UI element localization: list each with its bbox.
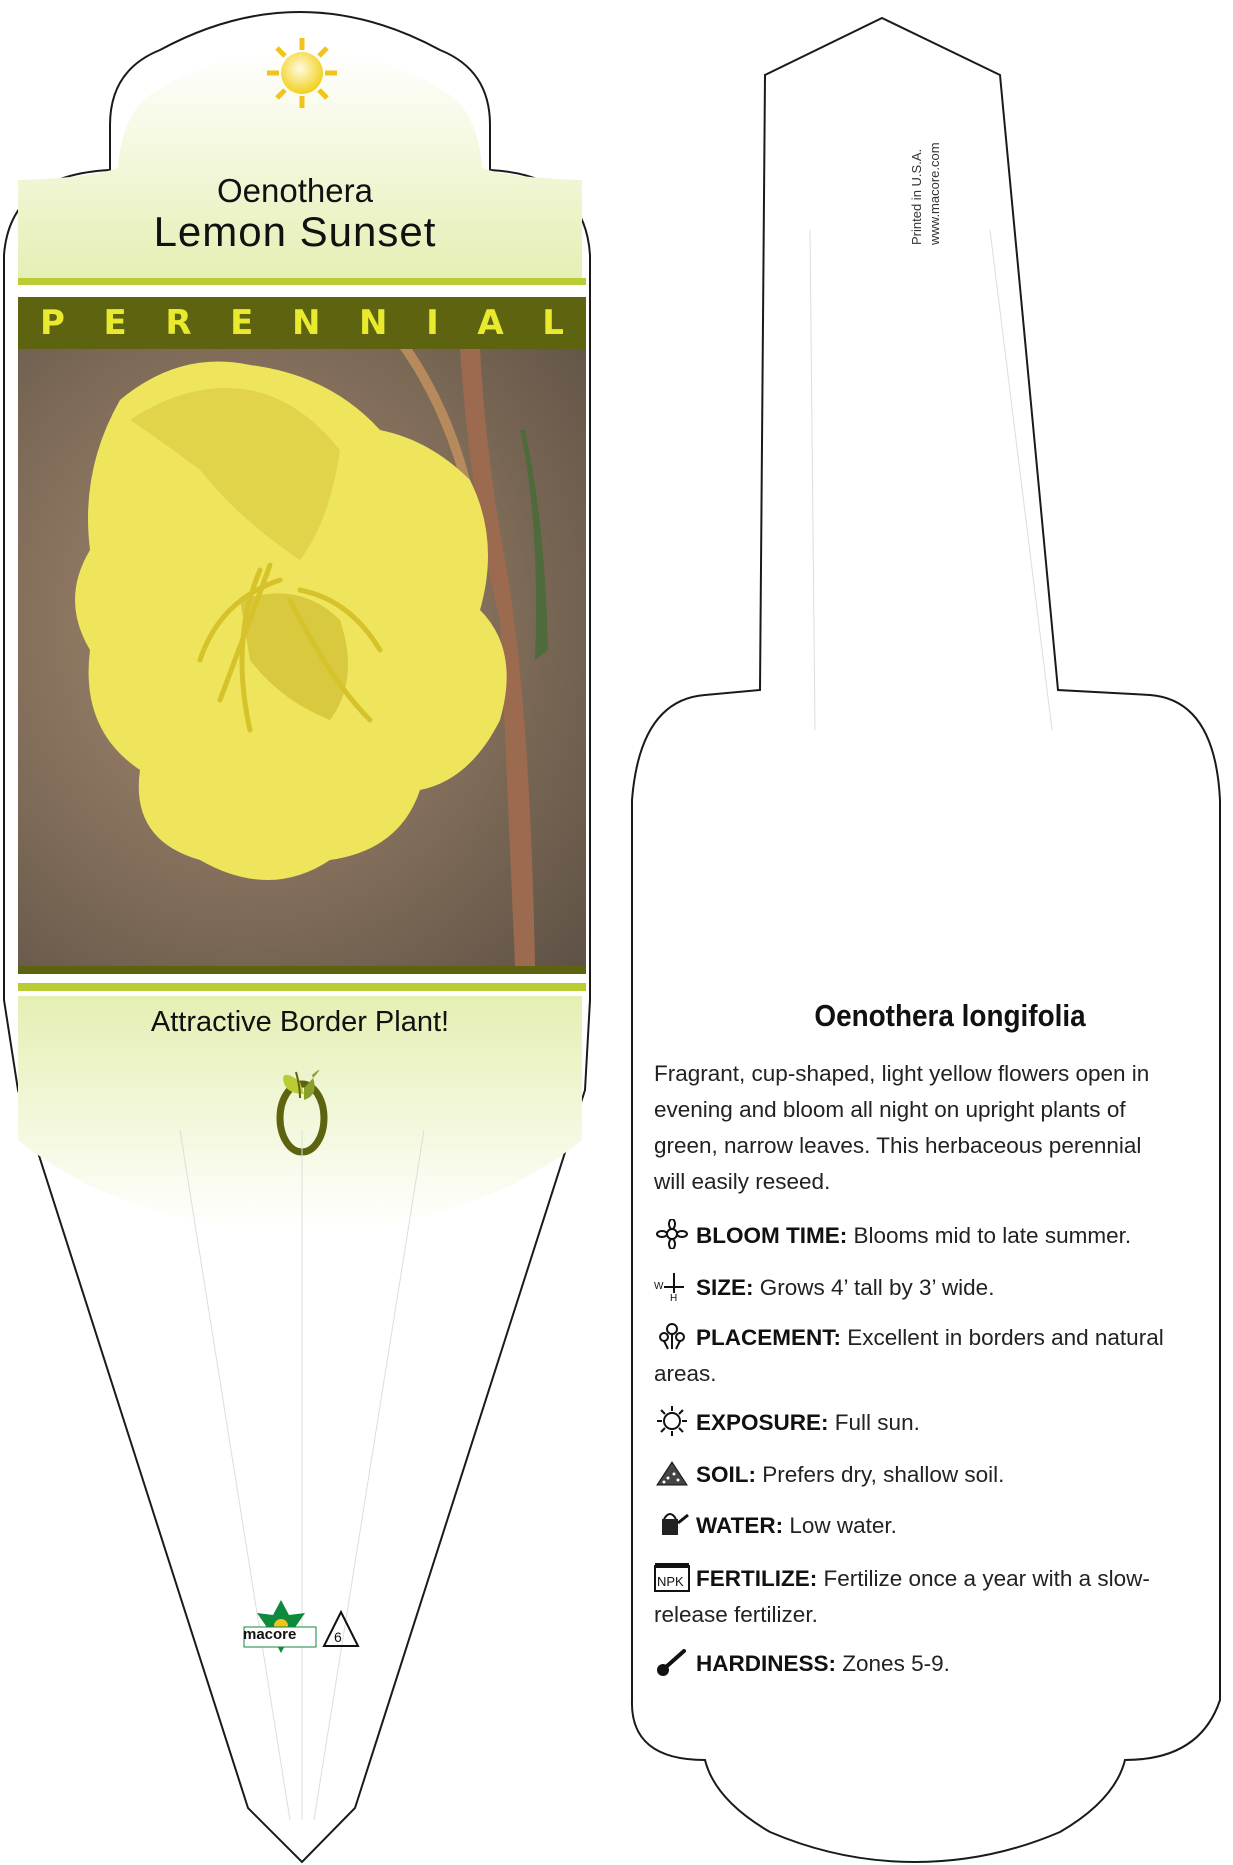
attr-value: Zones 5-9. bbox=[842, 1651, 950, 1676]
thermometer-icon bbox=[654, 1647, 690, 1677]
attr-bloom-time bbox=[654, 1218, 1184, 1254]
attr-value: Fertilize once a year with a slow-release fertilizer. bbox=[654, 1566, 1150, 1627]
recycle-code: 6 bbox=[334, 1629, 342, 1645]
attr-label: EXPOSURE: bbox=[696, 1410, 829, 1435]
attr-label: BLOOM TIME: bbox=[696, 1223, 848, 1248]
attr-label: WATER: bbox=[696, 1513, 784, 1538]
attr-value: Full sun. bbox=[834, 1410, 920, 1435]
attr-value: Grows 4’ tall by 3’ wide. bbox=[759, 1275, 995, 1300]
category-letter: P bbox=[40, 303, 65, 343]
npk-icon-text: NPK bbox=[657, 1574, 684, 1589]
sun-icon bbox=[267, 38, 337, 108]
attr-size bbox=[654, 1270, 1184, 1306]
npk-icon bbox=[654, 1562, 690, 1592]
attr-label: SOIL: bbox=[696, 1462, 756, 1487]
category-letter: E bbox=[230, 303, 254, 343]
attr-exposure bbox=[654, 1405, 1184, 1441]
attr-value: Low water. bbox=[789, 1513, 897, 1538]
attr-soil bbox=[654, 1457, 1184, 1493]
plant-description: Fragrant, cup-shaped, light yellow flowers open in evening and bloom all night on upright plants of green, narrow leaves. This herbaceous perennial will easily reseed. bbox=[654, 1061, 1150, 1194]
brand-name: macore bbox=[243, 1626, 297, 1643]
category-letter: I bbox=[426, 303, 439, 343]
print-line-country: Printed in U.S.A. bbox=[909, 148, 924, 245]
category-letter: E bbox=[103, 303, 127, 343]
exposure-sun-icon bbox=[654, 1406, 690, 1436]
attr-label: SIZE: bbox=[696, 1275, 754, 1300]
category-letter: L bbox=[542, 303, 564, 343]
flower-photo bbox=[18, 349, 586, 966]
soil-icon bbox=[654, 1458, 690, 1488]
attr-label: FERTILIZE: bbox=[696, 1566, 818, 1591]
print-line-url: www.macore.com bbox=[927, 142, 942, 245]
attr-placement bbox=[654, 1320, 1184, 1392]
tagline: Attractive Border Plant! bbox=[150, 1006, 450, 1038]
genus-name: Oenothera bbox=[217, 172, 373, 209]
category-letter: N bbox=[291, 303, 321, 343]
attr-value: Excellent in borders and natural areas. bbox=[654, 1325, 1164, 1386]
attr-hardiness bbox=[654, 1646, 1184, 1682]
botanical-name: Oenothera longifolia bbox=[814, 998, 1086, 1033]
attr-value: Prefers dry, shallow soil. bbox=[762, 1462, 1005, 1487]
attr-fertilize bbox=[654, 1561, 1184, 1633]
category-letter: A bbox=[477, 303, 504, 343]
attr-label: PLACEMENT: bbox=[696, 1325, 841, 1350]
size-icon-h: H bbox=[670, 1293, 678, 1301]
watering-can-icon bbox=[654, 1509, 690, 1539]
size-icon bbox=[654, 1271, 690, 1301]
category-letter: N bbox=[359, 303, 388, 343]
category-band bbox=[18, 297, 586, 349]
attr-water bbox=[654, 1508, 1184, 1544]
placement-icon bbox=[654, 1321, 690, 1351]
size-icon-w: W bbox=[654, 1281, 664, 1292]
print-info bbox=[908, 70, 948, 245]
category-letter: R bbox=[165, 303, 192, 343]
attr-value: Blooms mid to late summer. bbox=[853, 1223, 1132, 1248]
cultivar-name: Lemon Sunset bbox=[153, 208, 437, 255]
attr-label: HARDINESS: bbox=[696, 1651, 837, 1676]
flower-icon bbox=[654, 1219, 690, 1249]
